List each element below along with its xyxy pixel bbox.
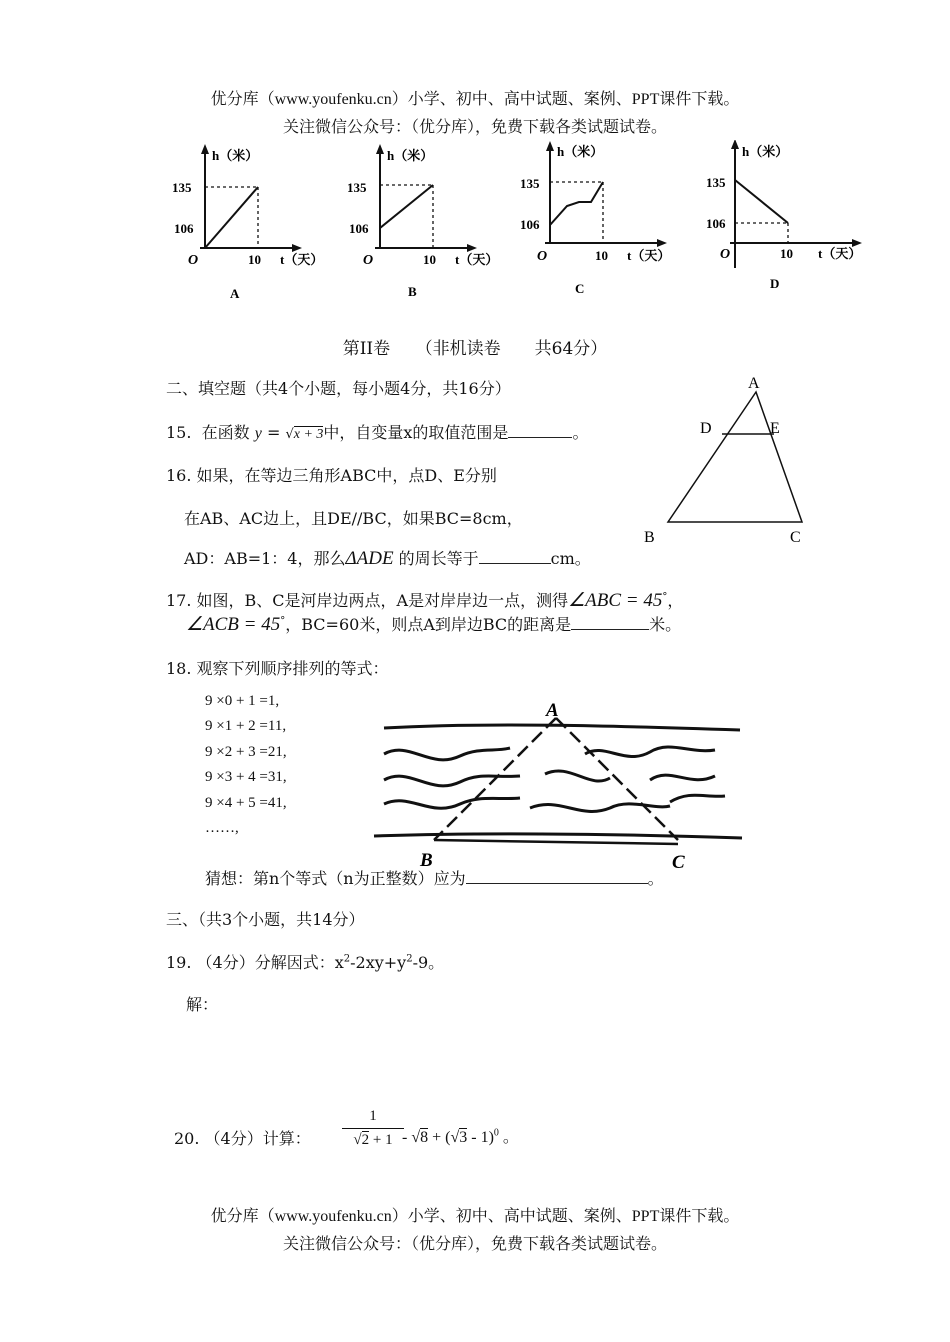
svg-text:t（天）: t（天） [627, 248, 671, 263]
graphs-figure [170, 140, 870, 310]
graph-a-y-label: h（米） [212, 148, 259, 163]
fraction-denominator: √2 + 1 [342, 1128, 404, 1149]
graph-d [706, 140, 862, 291]
question-19-answer-label: 解： [186, 995, 219, 1014]
graph-a [172, 144, 323, 301]
equation-5: 9 ×4 + 5 =41, [205, 795, 287, 811]
section-2-title: 二、填空题（共4个小题，每小题4分，共16分） [166, 379, 511, 398]
volume-title: 第II卷 （非机读卷 共64分） [342, 339, 608, 359]
question-16-line-2: 在AB、AC边上，且DE//BC，如果BC=8cm， [184, 509, 523, 528]
svg-text:t（天）: t（天） [818, 246, 862, 261]
vertex-b: B [644, 529, 655, 546]
svg-text:106: 106 [349, 221, 369, 236]
graph-c [520, 141, 670, 296]
question-20-label: 20. （4分）计算： [174, 1129, 311, 1148]
svg-text:h（米）: h（米） [557, 144, 604, 159]
svg-text:135: 135 [520, 176, 540, 191]
svg-text:106: 106 [706, 216, 726, 231]
question-16-line-1: 16. 如果，在等边三角形ABC中，点D、E分别 [166, 466, 497, 485]
question-17-line-1: 17. 如图，B、C是河岸边两点，A是对岸岸边一点，测得∠ABC = 45°， [166, 590, 684, 611]
svg-text:h（米）: h（米） [742, 144, 789, 159]
header-line-1: 优分库（www.youfenku.cn）小学、初中、高中试题、案例、PPT课件下载。 [210, 91, 740, 108]
triangle-figure [640, 370, 820, 550]
header-line-2: 关注微信公众号：（优分库），免费下载各类试题试卷。 [282, 119, 667, 136]
equation-1: 9 ×0 + 1 =1, [205, 693, 280, 709]
question-16-line-3: AD：AB=1：4，那么ΔADE 的周长等于 cm。 [184, 548, 591, 569]
svg-text:O: O [188, 253, 199, 268]
question-18-title: 18. 观察下列顺序排列的等式： [166, 659, 389, 678]
svg-text:106: 106 [174, 221, 194, 236]
vertex-e: E [770, 420, 780, 437]
question-18-guess: 猜想：第n个等式（n为正整数）应为 。 [205, 869, 664, 888]
equation-4: 9 ×3 + 4 =31, [205, 769, 287, 785]
graph-d-caption: D [770, 276, 780, 291]
svg-text:10: 10 [595, 248, 608, 263]
question-15: 15. 在函数 y = √x + 3中，自变量x的取值范围是 。 [166, 423, 589, 442]
svg-text:10: 10 [423, 252, 436, 267]
svg-text:O: O [363, 253, 374, 268]
footer-line-2: 关注微信公众号：（优分库），免费下载各类试题试卷。 [282, 1236, 667, 1253]
equation-3: 9 ×2 + 3 =21, [205, 744, 287, 760]
equation-2: 9 ×1 + 2 =11, [205, 718, 287, 734]
river-vertex-a: A [546, 700, 559, 721]
svg-text:t（天）: t（天） [455, 252, 499, 267]
svg-text:O: O [537, 249, 548, 264]
graph-a-line [205, 187, 258, 248]
svg-text:t（天）: t（天） [280, 252, 324, 267]
graph-b [347, 144, 498, 299]
equation-ellipsis: ……, [205, 820, 239, 836]
svg-text:135: 135 [347, 180, 367, 195]
graph-b-caption: B [408, 284, 417, 299]
river-vertex-b: B [420, 850, 433, 871]
graph-c-line [550, 182, 603, 225]
fraction [342, 1108, 404, 1149]
graph-d-line [735, 180, 788, 223]
svg-text:135: 135 [172, 180, 192, 195]
expression-rest: - √8 + (√3 - 1)$^0$ 。 [402, 1127, 519, 1146]
graph-b-line [380, 185, 433, 228]
svg-text:h（米）: h（米） [387, 148, 434, 163]
fraction-numerator: 1 [369, 1108, 377, 1124]
river-vertex-c: C [672, 852, 685, 872]
svg-text:106: 106 [520, 217, 540, 232]
graph-c-caption: C [575, 281, 585, 296]
graph-a-caption: A [230, 286, 240, 301]
footer-line-1: 优分库（www.youfenku.cn）小学、初中、高中试题、案例、PPT课件下载。 [210, 1208, 740, 1225]
vertex-c: C [790, 529, 801, 546]
question-19: 19. （4分）分解因式：$x^2-2xy+y^2-9$。 [166, 953, 445, 972]
question-17-line-2: ∠ACB = 45°，BC=60米，则点A到岸边BC的距离是 米。 [186, 614, 682, 635]
svg-text:10: 10 [780, 246, 793, 261]
svg-text:135: 135 [706, 175, 726, 190]
svg-text:10: 10 [248, 252, 261, 267]
vertex-a: A [748, 375, 760, 392]
section-3-title: 三、（共3个小题，共14分） [166, 910, 365, 929]
svg-text:O: O [720, 247, 731, 262]
river-figure [370, 692, 750, 872]
vertex-d: D [700, 420, 712, 437]
